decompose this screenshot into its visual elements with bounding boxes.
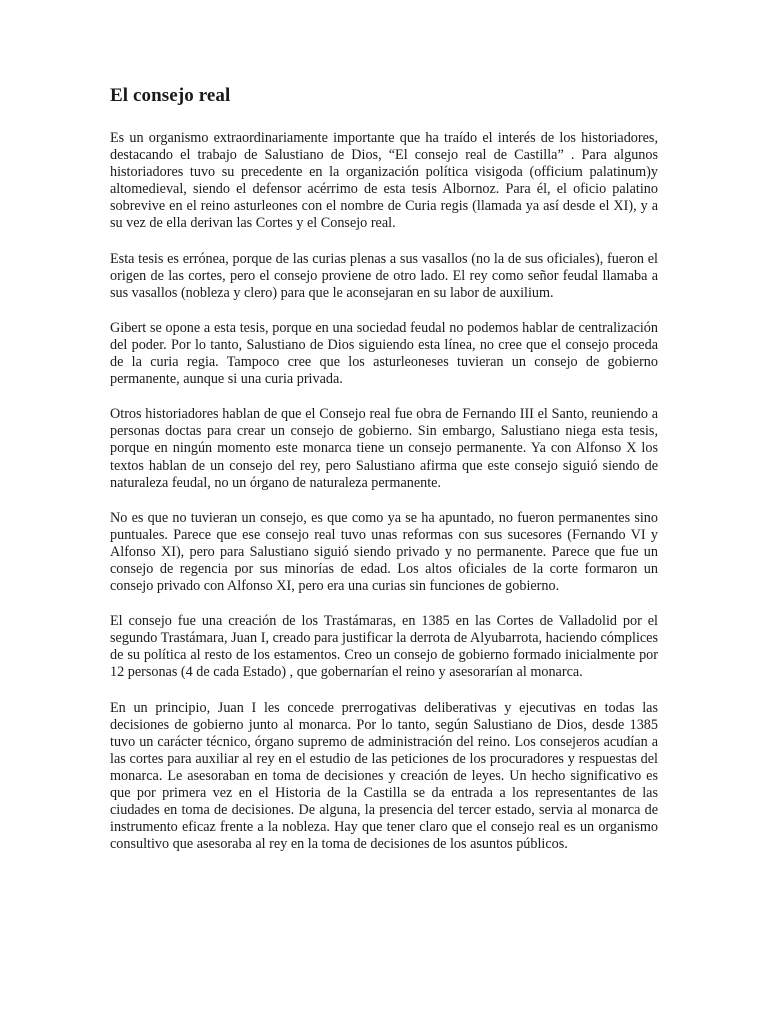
paragraph-6: El consejo fue una creación de los Trastámaras, en 1385 en las Cortes de Valladolid por el segundo Trastámara, Juan I, creado para justificar la derrota de Alyubarrota, haciendo cómplices de su política al resto de los estamentos. Creo un consejo de gobierno formado inicialmente por 12 personas (4 de cada Estado) , que gobernarían el reino y asesorarían al monarca. [110,613,658,681]
document-title: El consejo real [110,85,231,106]
paragraph-1: Es un organismo extraordinariamente importante que ha traído el interés de los historiadores, destacando el trabajo de Salustiano de Dios, “El consejo real de Castilla” . Para algunos historiadores tuvo su precedente en la organización política visigoda (officium palatinum)y altomedieval, siendo el defensor acérrimo de esta tesis Albornoz. Para él, el oficio palatino sobrevive en el reino asturleones con el nombre de Curia regis (llamada ya así desde el XI), y a su vez de ella derivan las Cortes y el Consejo real. [110,130,658,232]
paragraph-7: En un principio, Juan I les concede prerrogativas deliberativas y ejecutivas en todas las decisiones de gobierno junto al monarca. Por lo tanto, según Salustiano de Dios, desde 1385 tuvo un carácter técnico, órgano supremo de administración del reino. Los consejeros acudían a las cortes para auxiliar al rey en el estudio de las peticiones de los procuradores y respuestas del monarca. Le asesoraban en toma de decisiones y creación de leyes. Un hecho significativo es que por primera vez en el Historia de la Castilla se da entrada a los representantes de las ciudades en toma de decisiones. De alguna, la presencia del tercer estado, servia al monarca de instrumento eficaz frente a la nobleza. Hay que tener claro que el consejo real es un organismo consultivo que asesoraba al rey en la toma de decisiones de los asuntos públicos. [110,699,658,853]
paragraph-5: No es que no tuvieran un consejo, es que como ya se ha apuntado, no fueron permanentes sino puntuales. Parece que ese consejo real tuvo unas reformas con sus sucesores (Fernando VI y Alfonso XI), pero para Salustiano siguió siendo privado y no permanente. Parece que fue un consejo de regencia por sus minorías de edad. Los altos oficiales de la corte formaron un consejo privado con Alfonso XI, pero era una curias sin funciones de gobierno. [110,509,658,595]
paragraph-4: Otros historiadores hablan de que el Consejo real fue obra de Fernando III el Santo, reuniendo a personas doctas para crear un consejo de gobierno. Sin embargo, Salustiano niega esta tesis, porque en ningún momento este monarca tiene un consejo permanente. Ya con Alfonso X los textos hablan de un consejo del rey, pero Salustiano afirma que este consejo siguió siendo de naturaleza feudal, no un órgano de naturaleza permanente. [110,406,658,491]
paragraph-2: Esta tesis es errónea, porque de las curias plenas a sus vasallos (no la de sus oficiales), fueron el origen de las cortes, pero el consejo proviene de otro lado. El rey como señor feudal llamaba a sus vasallos (nobleza y clero) para que le aconsejaran en su labor de auxilium. [110,250,658,301]
paragraph-3: Gibert se opone a esta tesis, porque en una sociedad feudal no podemos hablar de centralización del poder. Por lo tanto, Salustiano de Dios siguiendo esta línea, no cree que el consejo proceda de la curia regia. Tampoco cree que los asturleoneses tuvieran un consejo de gobierno permanente, aunque si una curia privada. [110,319,658,388]
document-page [110,84,658,871]
